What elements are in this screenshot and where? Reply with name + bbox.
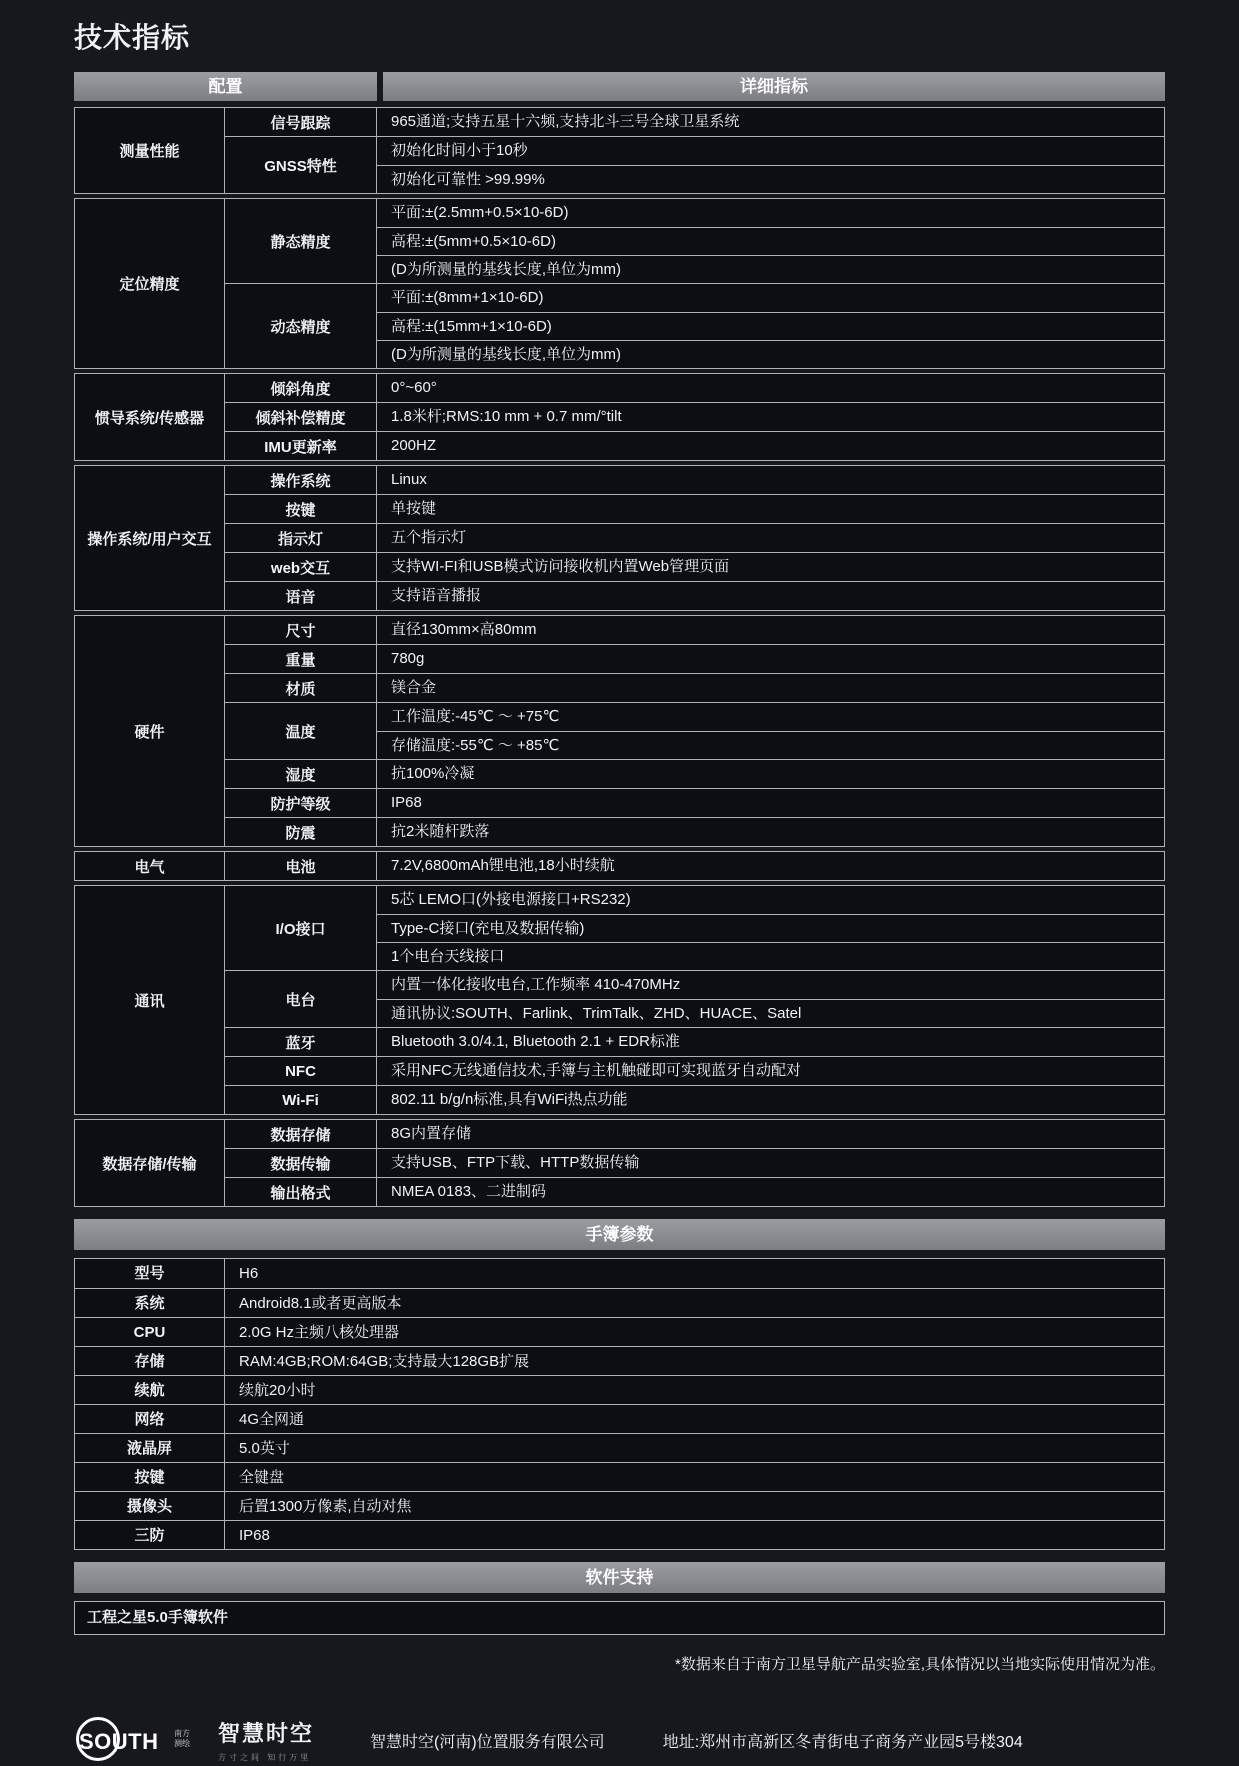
handheld-row [75,1433,1164,1462]
spec-item-row [225,402,1164,431]
spec-item-label: NFC [225,1057,377,1085]
spec-item-row [225,970,1164,1027]
spec-item-label: 指示灯 [225,524,377,552]
spec-group [74,885,1165,1115]
spec-item-label: 蓝牙 [225,1028,377,1056]
spec-group [74,373,1165,461]
spec-item-values [377,703,1164,759]
spec-item-label: I/O接口 [225,886,377,970]
spec-item-label: 防护等级 [225,789,377,817]
spec-group-items [225,374,1164,460]
handheld-value: H6 [239,1265,259,1282]
spec-item-values [377,760,1164,788]
handheld-row [75,1346,1164,1375]
spec-value-cell: 镁合金 [391,679,437,696]
spec-item-label: 电台 [225,971,377,1027]
spec-item-label: GNSS特性 [225,137,377,193]
spec-group [74,465,1165,611]
handheld-value: 续航20小时 [239,1382,316,1399]
spec-item-values [377,1149,1164,1177]
spec-item-values [377,1057,1164,1085]
spec-item-values [377,789,1164,817]
handheld-value: 2.0G Hz主频八核处理器 [239,1324,400,1341]
spec-value-cell: 平面:±(8mm+1×10-6D) [391,289,544,306]
spec-item-label: 电池 [225,852,377,880]
spec-item-label: 数据存储 [225,1120,377,1148]
south-logo [74,1714,196,1766]
spec-value-cell: 1个电台天线接口 [377,942,1164,970]
handheld-label: 存储 [75,1347,225,1375]
spec-item-label: IMU更新率 [225,432,377,460]
spec-value-cell: 平面:±(2.5mm+0.5×10-6D) [391,204,569,221]
south-logo-subtext [174,1729,190,1749]
spec-item-row [225,581,1164,610]
spec-item-label: 防震 [225,818,377,846]
footer [74,1714,1165,1766]
spec-item-row [225,886,1164,970]
spec-item-values [377,1120,1164,1148]
spec-item-row [225,1085,1164,1114]
handheld-label: 系统 [75,1289,225,1317]
handheld-value: IP68 [239,1527,270,1544]
brand-block [218,1717,314,1763]
south-logo-wordmark: SOUTH [79,1729,159,1754]
spec-item-row [225,702,1164,759]
spec-item-label: 动态精度 [225,284,377,368]
spec-value-cell: IP68 [391,794,422,811]
spec-table-groups [74,107,1165,1207]
spec-group-items [225,466,1164,610]
spec-item-row [225,1027,1164,1056]
spec-item-row [225,283,1164,368]
handheld-row [75,1520,1164,1549]
spec-item-values [377,374,1164,402]
spec-value-cell: 780g [391,650,425,667]
spec-item-label: web交互 [225,553,377,581]
spec-item-label: 温度 [225,703,377,759]
page-title: 技术指标 [74,22,191,53]
spec-item-row [225,374,1164,402]
spec-value-cell: 抗100%冷凝 [391,765,475,782]
spec-item-row [225,817,1164,846]
spec-value-cell: (D为所测量的基线长度,单位为mm) [377,255,1164,283]
spec-item-label: 湿度 [225,760,377,788]
spec-group-items [225,108,1164,193]
spec-item-row [225,494,1164,523]
spec-value-cell: 802.11 b/g/n标准,具有WiFi热点功能 [391,1091,628,1108]
spec-item-label: 材质 [225,674,377,702]
spec-value-cell: 五个指示灯 [391,529,467,546]
spec-item-row [225,852,1164,880]
spec-value-cell: 8G内置存储 [391,1125,472,1142]
handheld-value: 4G全网通 [239,1411,305,1428]
spec-item-row [225,1177,1164,1206]
spec-value-cell: 工作温度:-45℃ ～ +75℃ [391,708,560,725]
spec-item-row [225,644,1164,673]
company-name: 智慧时空(河南)位置服务有限公司 [370,1733,605,1751]
spec-item-row [225,199,1164,283]
handheld-row [75,1404,1164,1433]
handheld-label: 三防 [75,1521,225,1549]
south-logo-subtext-line1: 南方 [174,1729,190,1738]
spec-item-label: 重量 [225,645,377,673]
spec-item-label: 按键 [225,495,377,523]
spec-item-label: 数据传输 [225,1149,377,1177]
handheld-label: 摄像头 [75,1492,225,1520]
spec-item-label: 输出格式 [225,1178,377,1206]
spec-item-values [377,199,1164,283]
spec-item-label: 尺寸 [225,616,377,644]
spec-group-name: 硬件 [75,616,225,846]
spec-value-cell: 单按键 [391,500,437,517]
handheld-row [75,1259,1164,1288]
spec-item-row [225,1056,1164,1085]
spec-group-name: 操作系统/用户交互 [75,466,225,610]
spec-item-values [377,466,1164,494]
handheld-row [75,1317,1164,1346]
spec-item-row [225,552,1164,581]
spec-value-cell: 支持USB、FTP下载、HTTP数据传输 [391,1154,640,1171]
spec-item-label: 操作系统 [225,466,377,494]
spec-group-items [225,616,1164,846]
spec-value-cell: 初始化时间小于10秒 [391,142,528,159]
spec-group-name: 定位精度 [75,199,225,368]
spec-value-cell: 抗2米随杆跌落 [391,823,490,840]
section-bar-handheld: 手簿参数 [74,1219,1165,1250]
spec-value-cell: 通讯协议:SOUTH、Farlink、TrimTalk、ZHD、HUACE、Satel [377,999,1164,1027]
spec-value-cell: 存储温度:-55℃ ～ +85℃ [377,731,1164,759]
spec-item-values [377,645,1164,673]
spec-item-row [225,673,1164,702]
spec-item-values [377,137,1164,193]
footnote: *数据来自于南方卫星导航产品实验室,具体情况以当地实际使用情况为准。 [674,1656,1165,1673]
spec-item-values [377,524,1164,552]
spec-item-values [377,818,1164,846]
spec-item-label: 语音 [225,582,377,610]
spec-group-name: 电气 [75,852,225,880]
spec-item-row [225,523,1164,552]
handheld-value: RAM:4GB;ROM:64GB;支持最大128GB扩展 [239,1353,530,1370]
spec-group-name: 惯导系统/传感器 [75,374,225,460]
spec-value-cell: NMEA 0183、二进制码 [391,1183,547,1200]
handheld-label: 型号 [75,1259,225,1288]
handheld-row [75,1375,1164,1404]
header-config: 配置 [74,72,377,101]
spec-group [74,198,1165,369]
spec-item-values [377,553,1164,581]
spec-item-values [377,674,1164,702]
spec-item-row [225,1148,1164,1177]
section-bar-software: 软件支持 [74,1562,1165,1593]
spec-item-values [377,108,1164,136]
spec-item-values [377,1086,1164,1114]
handheld-value: 5.0英寸 [239,1440,290,1457]
spec-item-label: Wi-Fi [225,1086,377,1114]
brand-tagline: 方寸之间 知行万里 [218,1753,312,1762]
spec-value-cell: 直径130mm×高80mm [391,621,537,638]
handheld-row [75,1491,1164,1520]
spec-value-cell: 高程:±(5mm+0.5×10-6D) [377,227,1164,255]
spec-group-items [225,1120,1164,1206]
spec-item-row [225,788,1164,817]
spec-item-row [225,108,1164,136]
spec-item-values [377,971,1164,1027]
spec-value-cell: 支持语音播报 [391,587,482,604]
spec-group-items [225,886,1164,1114]
spec-value-cell: 支持WI-FI和USB模式访问接收机内置Web管理页面 [391,558,730,575]
spec-value-cell: 初始化可靠性 >99.99% [377,165,1164,193]
handheld-value: 全键盘 [239,1469,285,1486]
south-logo-subtext-line2: 测绘 [174,1739,190,1748]
spec-item-row [225,466,1164,494]
spec-group [74,1119,1165,1207]
handheld-label: 网络 [75,1405,225,1433]
spec-value-cell: 1.8米杆;RMS:10 mm + 0.7 mm/°tilt [391,408,622,425]
spec-item-values [377,886,1164,970]
spec-group [74,107,1165,194]
handheld-table [74,1258,1165,1550]
spec-item-values [377,1178,1164,1206]
spec-item-values [377,582,1164,610]
handheld-label: 续航 [75,1376,225,1404]
brand-logo-text: 智慧时空 [218,1721,315,1746]
spec-value-cell: 965通道;支持五星十六频,支持北斗三号全球卫星系统 [391,113,740,130]
software-table [74,1601,1165,1635]
spec-item-label: 倾斜补偿精度 [225,403,377,431]
handheld-label: CPU [75,1318,225,1346]
spec-value-cell: 5芯 LEMO口(外接电源接口+RS232) [391,891,631,908]
spec-item-row [225,136,1164,193]
spec-group-items [225,199,1164,368]
spec-item-values [377,616,1164,644]
spec-group [74,851,1165,881]
handheld-value: 后置1300万像素,自动对焦 [239,1498,412,1515]
spec-value-cell: 内置一体化接收电台,工作频率 410-470MHz [391,976,681,993]
handheld-value: Android8.1或者更高版本 [239,1295,402,1312]
spec-item-label: 倾斜角度 [225,374,377,402]
spec-item-values [377,1028,1164,1056]
spec-item-row [225,616,1164,644]
spec-table-header [74,72,1165,101]
spec-group-name: 测量性能 [75,108,225,193]
spec-item-values [377,495,1164,523]
spec-group-name: 通讯 [75,886,225,1114]
spec-group [74,615,1165,847]
spec-item-values [377,284,1164,368]
spec-item-values [377,403,1164,431]
spec-item-values [377,432,1164,460]
spec-value-cell: 7.2V,6800mAh锂电池,18小时续航 [391,857,615,874]
spec-value-cell: 200HZ [391,437,437,454]
handheld-label: 液晶屏 [75,1434,225,1462]
spec-item-values [377,852,1164,880]
spec-item-row [225,431,1164,460]
spec-item-row [225,759,1164,788]
spec-item-label: 静态精度 [225,199,377,283]
spec-value-cell: Type-C接口(充电及数据传输) [377,914,1164,942]
spec-value-cell: (D为所测量的基线长度,单位为mm) [377,340,1164,368]
spec-item-label: 信号跟踪 [225,108,377,136]
handheld-row [75,1288,1164,1317]
spec-group-items [225,852,1164,880]
spec-value-cell: 0°~60° [391,379,437,396]
software-row: 工程之星5.0手簿软件 [87,1609,228,1626]
spec-value-cell: Bluetooth 3.0/4.1, Bluetooth 2.1 + EDR标准 [391,1033,680,1050]
spec-group-name: 数据存储/传输 [75,1120,225,1206]
spec-item-row [225,1120,1164,1148]
spec-value-cell: Linux [391,471,427,488]
company-address: 地址:郑州市高新区冬青街电子商务产业园5号楼304 [662,1733,1023,1751]
handheld-row [75,1462,1164,1491]
spec-value-cell: 高程:±(15mm+1×10-6D) [377,312,1164,340]
spec-value-cell: 采用NFC无线通信技术,手簿与主机触碰即可实现蓝牙自动配对 [391,1062,801,1079]
header-detail: 详细指标 [383,72,1165,101]
handheld-label: 按键 [75,1463,225,1491]
